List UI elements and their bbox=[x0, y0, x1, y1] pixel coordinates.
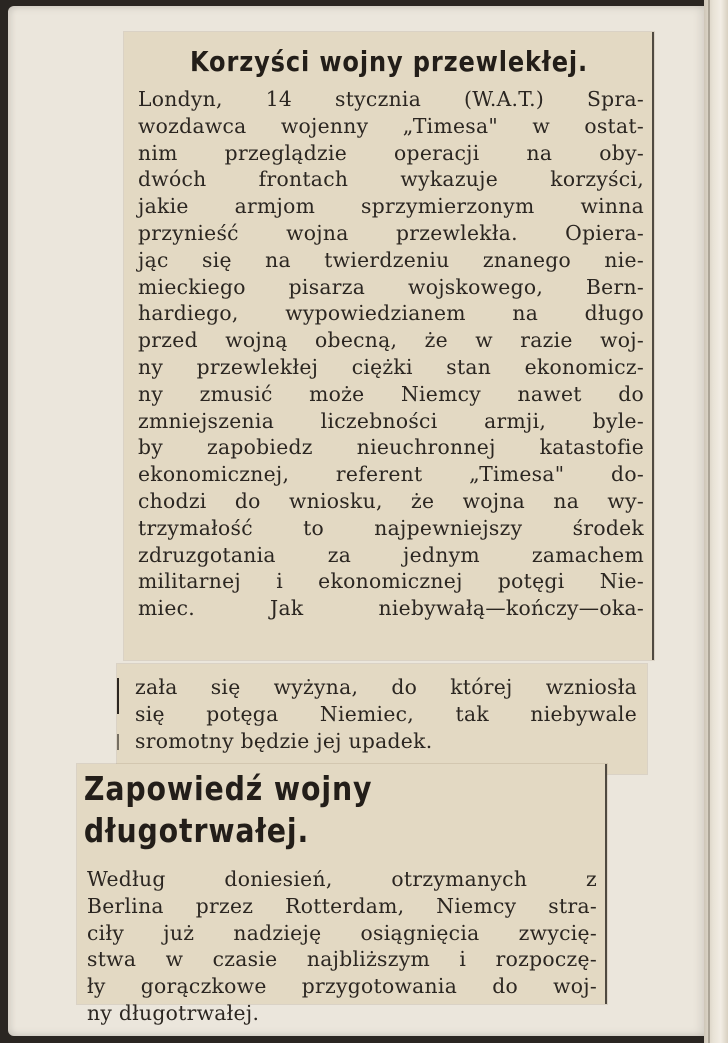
article-line: hardiego, wypowiedzianem na długo bbox=[138, 301, 644, 326]
article-line: ny przewlekłej ciężki stan ekonomicz- bbox=[138, 354, 644, 379]
article-line: zdruzgotania za jednym zamachem bbox=[138, 542, 644, 567]
article-line: się potęga Niemiec, tak niebywale bbox=[135, 701, 637, 726]
article-line: jąc się na twierdzeniu znanego nie- bbox=[138, 247, 644, 272]
article-line: militarnej i ekonomicznej potęgi Nie- bbox=[138, 569, 644, 594]
article-line: Według doniesień, otrzymanych z bbox=[87, 867, 597, 891]
article-line: wozdawca wojenny „Timesa" w ostat- bbox=[138, 113, 644, 138]
article-line: miec. Jak niebywałą—kończy—oka- bbox=[138, 596, 644, 621]
article-line: ciły już nadzieję osiągnięcia zwycię- bbox=[87, 920, 597, 945]
article-line: przynieść wojna przewlekła. Opiera- bbox=[138, 220, 644, 245]
article-1-title: Korzyści wojny przewlekłej. bbox=[189, 45, 589, 78]
article-line: zmniejszenia liczebności armji, byle- bbox=[138, 408, 644, 433]
column-rule bbox=[605, 764, 607, 1004]
article-line: sromotny będzie jej upadek. bbox=[135, 728, 433, 753]
clipping-article-1-continuation bbox=[117, 664, 647, 774]
article-line: zała się wyżyna, do której wzniosła bbox=[135, 675, 637, 699]
article-1-body bbox=[124, 86, 654, 622]
article-2-body bbox=[77, 866, 607, 1027]
column-rule bbox=[117, 678, 119, 714]
article-line: dwóch frontach wykazuje korzyści, bbox=[138, 167, 644, 192]
clipping-article-2 bbox=[77, 764, 607, 1025]
article-line: chodzi do wniosku, że wojna na wy- bbox=[138, 488, 644, 513]
article-line: ły gorączkowe przygotowania do woj- bbox=[87, 974, 597, 999]
column-rule bbox=[652, 32, 654, 660]
article-line: ekonomicznej, referent „Timesa" do- bbox=[138, 462, 644, 487]
article-line: mieckiego pisarza wojskowego, Bern- bbox=[138, 274, 644, 299]
article-line: ny długotrwałej. bbox=[87, 1000, 260, 1025]
article-1-continuation-body bbox=[117, 664, 647, 754]
article-line: Londyn, 14 stycznia (W.A.T.) Spra- bbox=[138, 87, 644, 111]
article-2-title: Zapowiedź wojny długotrwałej. bbox=[83, 769, 373, 850]
article-line: trzymałość to najpewniejszy środek bbox=[138, 515, 644, 540]
article-line: stwa w czasie najbliższym i rozpoczę- bbox=[87, 947, 597, 972]
article-line: ny zmusić może Niemcy nawet do bbox=[138, 381, 644, 406]
article-line: by zapobiedz nieuchronnej katastofie bbox=[138, 435, 644, 460]
article-line: przed wojną obecną, że w razie woj- bbox=[138, 328, 644, 353]
article-line: nim przeglądzie operacji na oby- bbox=[138, 140, 644, 165]
column-rule bbox=[117, 734, 119, 750]
article-line: Berlina przez Rotterdam, Niemcy stra- bbox=[87, 893, 597, 918]
clipping-article-1 bbox=[124, 32, 654, 660]
book-gutter bbox=[704, 0, 728, 1043]
article-line: jakie armjom sprzymierzonym winna bbox=[138, 194, 644, 219]
